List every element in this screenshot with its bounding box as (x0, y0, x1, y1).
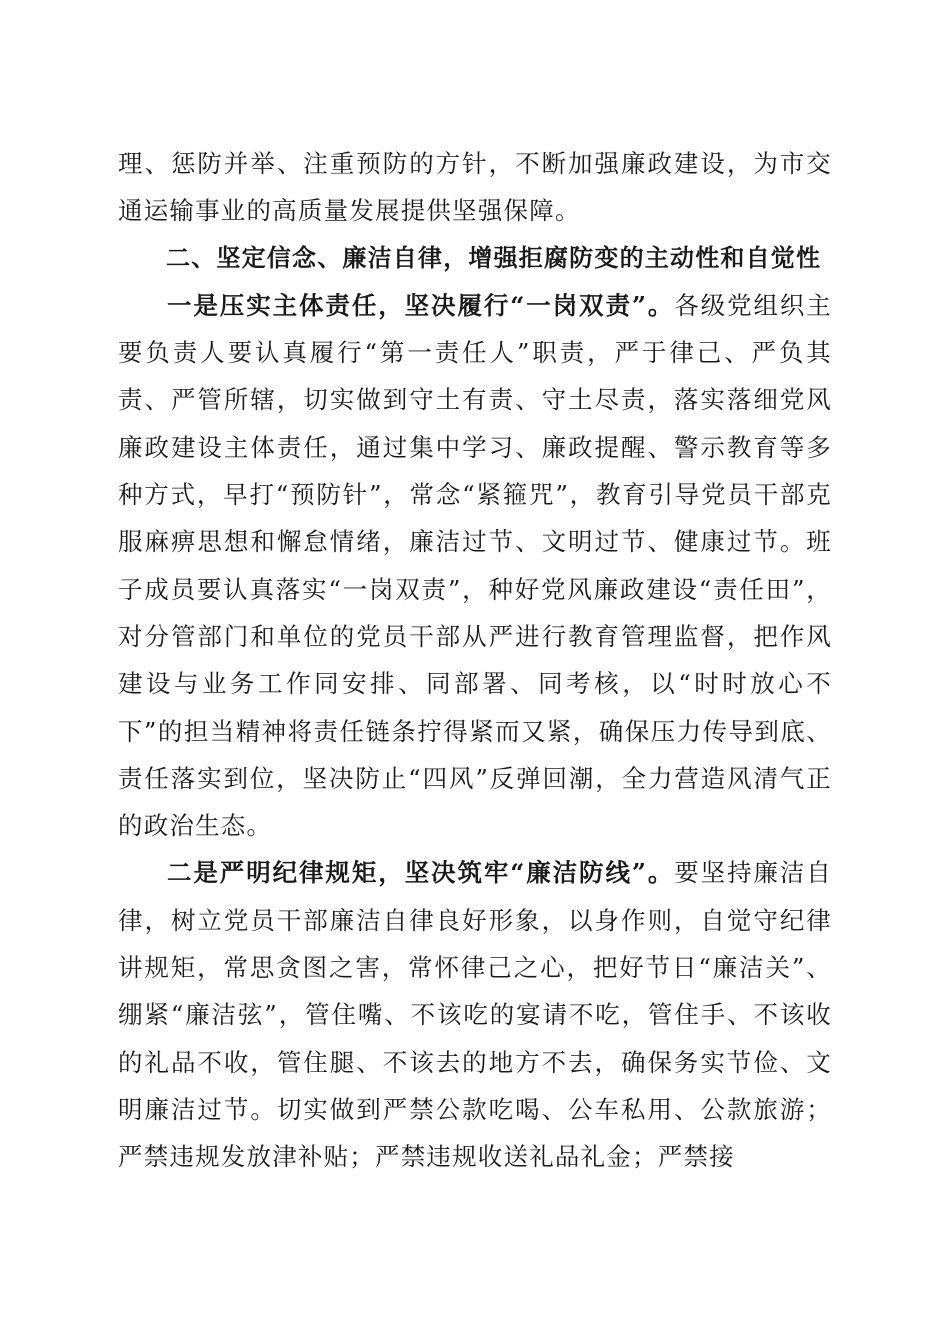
paragraph-1 (118, 282, 832, 850)
document-body (118, 140, 832, 1181)
continuation-paragraph: 理、惩防并举、注重预防的方针，不断加强廉政建设，为市交通运输事业的高质量发展提供坚强保障。 (118, 149, 832, 226)
section-heading: 二、坚定信念、廉洁自律，增强拒腐防变的主动性和自觉性 (166, 243, 822, 272)
paragraph-2-lead: 二是严明纪律规矩，坚决筑牢“廉洁防线”。 (167, 858, 675, 888)
paragraph-2-body: 要坚持廉洁自律，树立党员干部廉洁自律良好形象，以身作则，自觉守纪律讲规矩，常思贪图之害，常怀律己之心，把好节日“廉洁关”、绷紧“廉洁弦”，管住嘴、不该吃的宴请不吃，管住手、不该收的礼品不收，管住腿、不该去的地方不去，确保务实节俭、文明廉洁过节。切实做到严禁公款吃喝、公车私用、公款旅游；严禁违规发放津补贴；严禁违规收送礼品礼金；严禁接 (118, 858, 833, 1172)
paragraph-1-lead: 一是压实主体责任，坚决履行“一岗双责”。 (167, 290, 675, 320)
paragraph-1-body: 各级党组织主要负责人要认真履行“第一责任人”职责，严于律己、严负其责、严管所辖，切实做到守土有责、守土尽责，落实落细党风廉政建设主体责任，通过集中学习、廉政提醒、警示教育等多种方式，早打“预防针”，常念“紧箍咒”，教育引导党员干部克服麻痹思想和懈怠情绪，廉洁过节、文明过节、健康过节。班子成员要认真落实“一岗双责”，种好党风廉政建设“责任田”，对分管部门和单位的党员干部从严进行教育管理监督，把作风建设与业务工作同安排、同部署、同考核，以“时时放心不下”的担当精神将责任链条拧得紧而又紧，确保压力传导到底、责任落实到位，坚决防止“四风”反弹回潮，全力营造风清气正的政治生态。 (118, 290, 833, 841)
paragraph-2 (118, 849, 832, 1180)
